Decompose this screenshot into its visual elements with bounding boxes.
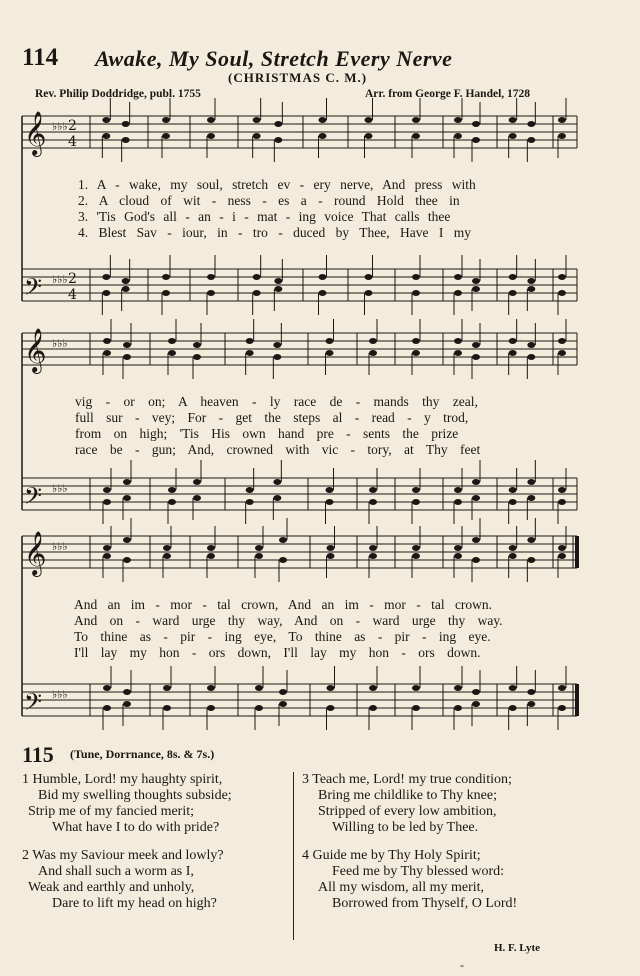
note-head-icon [412, 133, 420, 139]
treble-clef-icon: 𝄞 [24, 111, 47, 155]
bass-clef-icon: 𝄢 [24, 482, 43, 515]
note-head-icon [454, 545, 462, 551]
note-head-icon [123, 537, 131, 543]
verse-line: 2 Was my Saviour meek and lowly? [22, 848, 224, 863]
note-head-icon [327, 685, 335, 691]
music-credit: Arr. from George F. Handel, 1728 [365, 88, 531, 100]
note-head-icon [273, 354, 281, 360]
treble-clef-icon: 𝄞 [24, 328, 47, 372]
note-head-icon [558, 685, 566, 691]
note-head-icon [527, 495, 535, 501]
note-head-icon [326, 487, 334, 493]
note-head-icon [509, 499, 517, 505]
time-signature-icon: 4 [68, 287, 77, 303]
note-head-icon [246, 338, 254, 344]
note-head-icon [472, 137, 480, 143]
note-head-icon [326, 338, 334, 344]
note-head-icon [509, 685, 517, 691]
note-head-icon [509, 553, 517, 559]
note-head-icon [123, 495, 131, 501]
note-head-icon [207, 545, 215, 551]
verses-left-column [22, 772, 232, 912]
note-head-icon [103, 499, 111, 505]
note-head-icon [253, 117, 261, 123]
verse-line: Strip me of my fancied merit; [28, 804, 195, 819]
note-head-icon [509, 545, 517, 551]
note-head-icon [246, 499, 254, 505]
note-head-icon [102, 117, 110, 123]
note-head-icon [365, 133, 373, 139]
note-head-icon [168, 487, 176, 493]
note-head-icon [527, 701, 535, 707]
key-signature-icon: ♭♭♭ [52, 688, 68, 701]
note-head-icon [326, 350, 334, 356]
note-head-icon [558, 133, 566, 139]
note-head-icon [509, 350, 517, 356]
note-head-icon [326, 499, 334, 505]
note-head-icon [253, 274, 261, 280]
lyric-line: vig - or on; A heaven - ly race de - mands thy zeal, [75, 394, 478, 409]
note-head-icon [102, 133, 110, 139]
note-head-icon [122, 137, 130, 143]
note-head-icon [168, 499, 176, 505]
note-head-icon [319, 117, 327, 123]
note-head-icon [454, 685, 462, 691]
note-head-icon [193, 342, 201, 348]
note-head-icon [103, 350, 111, 356]
note-head-icon [454, 553, 462, 559]
note-head-icon [207, 274, 215, 280]
note-head-icon [558, 499, 566, 505]
note-head-icon [454, 499, 462, 505]
note-head-icon [412, 117, 420, 123]
note-head-icon [369, 487, 377, 493]
note-head-icon [558, 553, 566, 559]
lyric-line: And an im - mor - tal crown, And an im - mor - tal crown. [74, 597, 493, 612]
note-head-icon [327, 545, 335, 551]
note-head-icon [207, 705, 215, 711]
note-head-icon [162, 117, 170, 123]
note-head-icon [527, 286, 535, 292]
note-head-icon [103, 685, 111, 691]
note-head-icon [163, 685, 171, 691]
note-head-icon [527, 537, 535, 543]
note-head-icon [207, 553, 215, 559]
time-signature-icon: 4 [68, 134, 77, 150]
note-head-icon [255, 545, 263, 551]
note-head-icon [558, 487, 566, 493]
lyric-line: 3. 'Tis God's all - an - i - mat - ing voice That calls thee [78, 209, 451, 224]
note-head-icon [122, 121, 130, 127]
note-head-icon [509, 133, 517, 139]
lyric-line: full sur - vey; For - get the steps al - read - y trod, [75, 410, 469, 425]
note-head-icon [279, 701, 287, 707]
note-head-icon [103, 487, 111, 493]
note-head-icon [509, 705, 517, 711]
verse-line: What have I to do with pride? [52, 820, 220, 835]
note-head-icon [527, 121, 535, 127]
note-head-icon [412, 290, 420, 296]
note-head-icon [193, 354, 201, 360]
note-head-icon [162, 274, 170, 280]
verse-line: All my wisdom, all my merit, [318, 880, 485, 895]
lyric-line: 2. A cloud of wit - ness - es a - round Hold thee in [78, 193, 460, 208]
words-credit: Rev. Philip Doddridge, publ. 1755 [35, 88, 201, 100]
note-head-icon [279, 537, 287, 543]
note-head-icon [472, 495, 480, 501]
system1-lyrics [78, 177, 476, 241]
system2-lyrics [75, 394, 480, 458]
tune-name: (CHRISTMAS C. M.) [228, 70, 368, 85]
note-head-icon [273, 342, 281, 348]
note-head-icon [558, 117, 566, 123]
note-head-icon [369, 350, 377, 356]
verse-line: Borrowed from Thyself, O Lord! [332, 896, 518, 911]
note-head-icon [527, 278, 535, 284]
time-signature-icon: 2 [68, 271, 77, 287]
note-head-icon [319, 133, 327, 139]
verse-line: 3 Teach me, Lord! my true condition; [302, 772, 512, 787]
note-head-icon [472, 557, 480, 563]
note-head-icon [207, 117, 215, 123]
note-head-icon [274, 278, 282, 284]
note-head-icon [472, 689, 480, 695]
note-head-icon [255, 553, 263, 559]
note-head-icon [527, 137, 535, 143]
key-signature-icon: ♭♭♭ [52, 120, 68, 133]
note-head-icon [255, 705, 263, 711]
verse-line: Feed me by Thy blessed word: [332, 864, 504, 879]
note-head-icon [369, 499, 377, 505]
note-head-icon [472, 278, 480, 284]
lyric-line: 1. A - wake, my soul, stretch ev - ery nerve, And press with [78, 177, 476, 192]
hymn-number-115: 115 [22, 742, 54, 767]
note-head-icon [454, 338, 462, 344]
note-head-icon [454, 487, 462, 493]
verse-line: Dare to lift my head on high? [52, 896, 217, 911]
verse-line: Stripped of every low ambition, [318, 804, 497, 819]
note-head-icon [273, 479, 281, 485]
note-head-icon [102, 274, 110, 280]
verse-line: Willing to be led by Thee. [332, 820, 479, 835]
note-head-icon [527, 689, 535, 695]
treble-clef-icon: 𝄞 [24, 531, 47, 575]
note-head-icon [412, 553, 420, 559]
note-head-icon [412, 274, 420, 280]
verses-right-column [302, 772, 517, 912]
lyric-line: To thine as - pir - ing eye, To thine as - pir - ing eye. [74, 629, 491, 644]
page-footer-mark: - [460, 958, 464, 972]
note-head-icon [369, 685, 377, 691]
note-head-icon [207, 133, 215, 139]
verse-4 [302, 848, 517, 912]
tune-name-115: (Tune, Dorrnance, 8s. & 7s.) [70, 747, 215, 761]
note-head-icon [123, 557, 131, 563]
note-head-icon [509, 487, 517, 493]
verse-1 [22, 772, 232, 836]
note-head-icon [168, 350, 176, 356]
verse-2 [22, 848, 232, 912]
note-head-icon [412, 338, 420, 344]
note-head-icon [168, 338, 176, 344]
note-head-icon [454, 274, 462, 280]
note-head-icon [103, 338, 111, 344]
author-credit: H. F. Lyte [494, 942, 541, 954]
note-head-icon [527, 342, 535, 348]
note-head-icon [412, 705, 420, 711]
note-head-icon [103, 705, 111, 711]
note-head-icon [509, 338, 517, 344]
verse-line: Weak and earthly and unholy, [28, 880, 195, 895]
verse-line: 1 Humble, Lord! my haughty spirit, [22, 772, 223, 787]
verse-line: Bid my swelling thoughts subside; [38, 788, 232, 803]
note-head-icon [472, 537, 480, 543]
note-head-icon [454, 117, 462, 123]
note-head-icon [558, 545, 566, 551]
note-head-icon [527, 557, 535, 563]
note-head-icon [558, 338, 566, 344]
note-head-icon [279, 557, 287, 563]
note-head-icon [319, 274, 327, 280]
note-head-icon [558, 274, 566, 280]
note-head-icon [472, 342, 480, 348]
note-head-icon [163, 553, 171, 559]
key-signature-icon: ♭♭♭ [52, 482, 68, 495]
note-head-icon [122, 278, 130, 284]
note-head-icon [412, 545, 420, 551]
note-head-icon [103, 545, 111, 551]
note-head-icon [255, 685, 263, 691]
note-head-icon [102, 290, 110, 296]
note-head-icon [472, 701, 480, 707]
note-head-icon [274, 137, 282, 143]
verse-line: 4 Guide me by Thy Holy Spirit; [302, 848, 481, 863]
note-head-icon [193, 479, 201, 485]
note-head-icon [327, 553, 335, 559]
note-head-icon [274, 286, 282, 292]
note-head-icon [454, 705, 462, 711]
note-head-icon [163, 545, 171, 551]
bass-clef-icon: 𝄢 [24, 273, 43, 306]
verse-3 [302, 772, 517, 836]
note-head-icon [273, 495, 281, 501]
lyric-line: And on - ward urge thy way, And on - ward urge thy way. [74, 613, 503, 628]
note-head-icon [123, 479, 131, 485]
note-head-icon [123, 354, 131, 360]
note-head-icon [162, 133, 170, 139]
note-head-icon [163, 705, 171, 711]
note-head-icon [274, 121, 282, 127]
note-head-icon [454, 290, 462, 296]
note-head-icon [558, 290, 566, 296]
system3-lyrics [74, 597, 503, 661]
lyric-line: from on high; 'Tis His own hand pre - sents the prize [75, 426, 459, 441]
bass-clef-icon: 𝄢 [24, 688, 43, 721]
note-head-icon [253, 290, 261, 296]
note-head-icon [253, 133, 261, 139]
lyric-line: 4. Blest Sav - iour, in - tro - duced by Thee, Have I my [78, 225, 472, 240]
note-head-icon [412, 487, 420, 493]
lyric-line: I'll lay my hon - ors down, I'll lay my hon - ors down. [74, 645, 481, 660]
note-head-icon [246, 350, 254, 356]
note-head-icon [193, 495, 201, 501]
note-head-icon [279, 689, 287, 695]
note-head-icon [509, 290, 517, 296]
note-head-icon [454, 133, 462, 139]
note-head-icon [246, 487, 254, 493]
note-head-icon [123, 342, 131, 348]
note-head-icon [369, 545, 377, 551]
time-signature-icon: 2 [68, 118, 77, 134]
note-head-icon [123, 701, 131, 707]
verse-line: And shall such a worm as I, [38, 864, 194, 879]
note-head-icon [558, 350, 566, 356]
note-head-icon [412, 350, 420, 356]
note-head-icon [207, 290, 215, 296]
key-signature-icon: ♭♭♭ [52, 273, 68, 286]
hymn-number: 114 [22, 44, 59, 71]
note-head-icon [123, 689, 131, 695]
note-head-icon [509, 117, 517, 123]
note-head-icon [369, 338, 377, 344]
note-head-icon [369, 705, 377, 711]
note-head-icon [369, 553, 377, 559]
note-head-icon [412, 685, 420, 691]
column-divider [293, 772, 294, 940]
note-head-icon [162, 290, 170, 296]
note-head-icon [327, 705, 335, 711]
note-head-icon [207, 685, 215, 691]
note-head-icon [412, 499, 420, 505]
note-head-icon [365, 274, 373, 280]
note-head-icon [472, 479, 480, 485]
note-head-icon [472, 286, 480, 292]
note-head-icon [319, 290, 327, 296]
key-signature-icon: ♭♭♭ [52, 337, 68, 350]
note-head-icon [103, 553, 111, 559]
key-signature-icon: ♭♭♭ [52, 540, 68, 553]
note-head-icon [365, 117, 373, 123]
note-head-icon [509, 274, 517, 280]
note-head-icon [558, 705, 566, 711]
verse-line: Bring me childlike to Thy knee; [318, 788, 497, 803]
note-head-icon [527, 354, 535, 360]
hymn-title: Awake, My Soul, Stretch Every Nerve [95, 46, 453, 71]
note-head-icon [472, 354, 480, 360]
note-head-icon [527, 479, 535, 485]
note-head-icon [365, 290, 373, 296]
note-head-icon [454, 350, 462, 356]
lyric-line: race be - gun; And, crowned with vic - tory, at Thy feet [75, 442, 481, 457]
note-head-icon [472, 121, 480, 127]
note-head-icon [122, 286, 130, 292]
